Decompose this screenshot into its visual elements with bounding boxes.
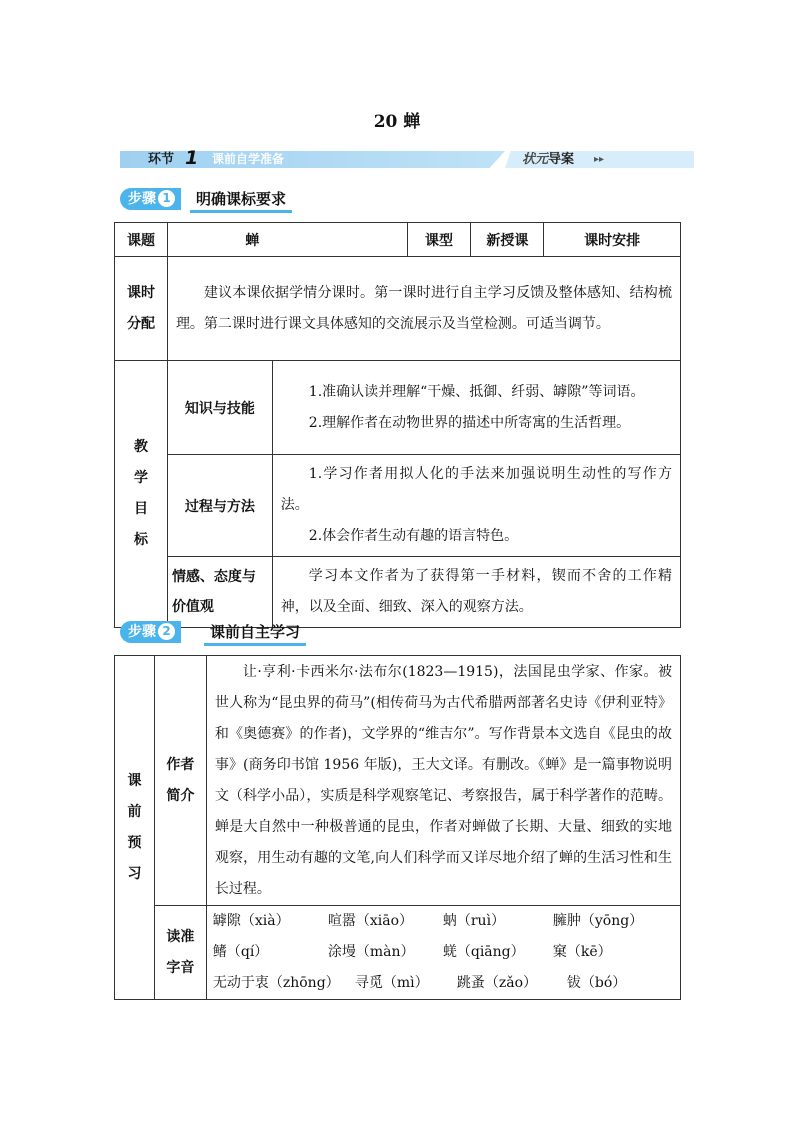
step2-label: 课前自主学习 [204,621,306,646]
step2-tag-text: 步骤 [128,624,156,640]
goal-emotion-line-1: 学习本文作者为了获得第一手材料，锲而不舍的工作精神，以及全面、细致、深入的观察方法。 [280,568,672,615]
header-type: 课型 [407,223,471,257]
step2-tag [120,621,181,643]
header-author [154,656,206,906]
page-title: 20 蝉 [373,112,421,132]
goal-process-text [272,455,680,557]
header-reading [154,906,206,1000]
reading-item: 涂墁（màn） [327,944,415,960]
header-hours: 课时安排 [544,223,681,257]
header-preview-text: 课前预习 [127,772,142,882]
reading-item: 窠（kē） [552,944,612,960]
author-body: 让·亨利·卡西米尔·法布尔(1823—1915)，法国昆虫学家、作家。被世人称为“昆虫界的荷马”(相传荷马为古代希腊两部著名史诗《伊利亚特》和《奥德赛》的作者)，文学界的“维吉尔”。写作背景本文选自《昆虫的故事》(商务印书馆 1956 年版)，王大文译。有删改。《蝉》是一篇事物说明文（科学小品），实质是科学观察笔记、考察报告，属于科学著作的范畴。蝉是大自然中一种极普通的昆虫，作者对蝉做了长期、大量、细致的实地观察，用生动有趣的文笔,向人们科学而又详尽地介绍了蝉的生活习性和生长过程。 [214,663,672,897]
step1-label: 明确课标要求 [190,188,292,213]
reading-list [206,906,680,1000]
header-author-text: 作者简介 [166,756,195,804]
banner-env-label: 环节 [148,152,175,167]
header-allocation [115,257,168,361]
reading-item: 臃肿（yōng） [552,913,644,929]
header-goals-text: 教学目标 [133,439,148,548]
banner-section-title: 课前自学准备 [212,152,285,166]
reading-item: 蚋（ruì） [442,913,506,929]
reading-item: 罅隙（xià） [212,913,290,929]
reading-item: 跳蚤（zǎo） [456,975,538,991]
banner-brand [522,151,574,168]
author-text [206,656,680,906]
step1-tag-text: 步骤 [128,191,156,207]
step1-header [120,188,320,210]
goal-process-line-1: 1.学习作者用拟人化的手法来加强说明生动性的写作方法。 [280,466,672,513]
topic-value: 蝉 [167,223,407,257]
step1-number-icon: 1 [158,190,175,207]
goal-knowledge-line-1: 1.准确认读并理解“干燥、抵御、纤弱、罅隙”等词语。 [308,383,645,400]
header-goals [115,361,168,628]
header-topic: 课题 [115,223,168,257]
type-value: 新授课 [471,223,544,257]
banner-bar [120,151,505,168]
curriculum-table [114,222,681,628]
reading-item: 蜣（qiāng） [442,944,525,960]
goal-process-name: 过程与方法 [167,455,272,557]
goal-knowledge-text [272,361,680,455]
reading-item: 喧嚣（xiāo） [327,913,414,929]
header-allocation-text: 课时分配 [126,284,155,332]
reading-row-2 [213,937,676,968]
reading-item: 鳍（qí） [212,944,269,960]
preview-table [114,655,681,1000]
reading-item: 钹（bó） [566,975,627,991]
header-reading-text: 读准字音 [166,928,195,976]
section-banner [120,147,694,169]
brand-part-b: 导案 [548,152,575,167]
step2-header [120,621,360,643]
reading-row-1 [213,906,676,937]
goal-emotion-text [272,557,680,628]
banner-number: 1 [185,147,199,169]
step2-number-icon: 2 [158,623,175,640]
reading-item: 无动于衷（zhōng） [212,975,340,991]
allocation-text [167,257,680,361]
goal-knowledge-name: 知识与技能 [167,361,272,455]
step1-tag [120,188,181,210]
brand-part-a: 状元 [522,152,549,167]
goal-knowledge-line-2: 2.理解作者在动物世界的描述中所寄寓的生活哲理。 [308,414,631,431]
allocation-body: 建议本课依据学情分课时。第一课时进行自主学习反馈及整体感知、结构梳理。第二课时进行课文具体感知的交流展示及当堂检测。可适当调节。 [175,284,672,332]
double-arrow-icon: ▸▸ [594,154,605,165]
header-preview [115,656,155,1000]
reading-row-3 [213,968,676,999]
reading-item: 寻觅（mì） [354,975,429,991]
goal-process-line-2: 2.体会作者生动有趣的语言特色。 [308,528,519,544]
goal-emotion-name: 情感、态度与价值观 [167,557,272,628]
